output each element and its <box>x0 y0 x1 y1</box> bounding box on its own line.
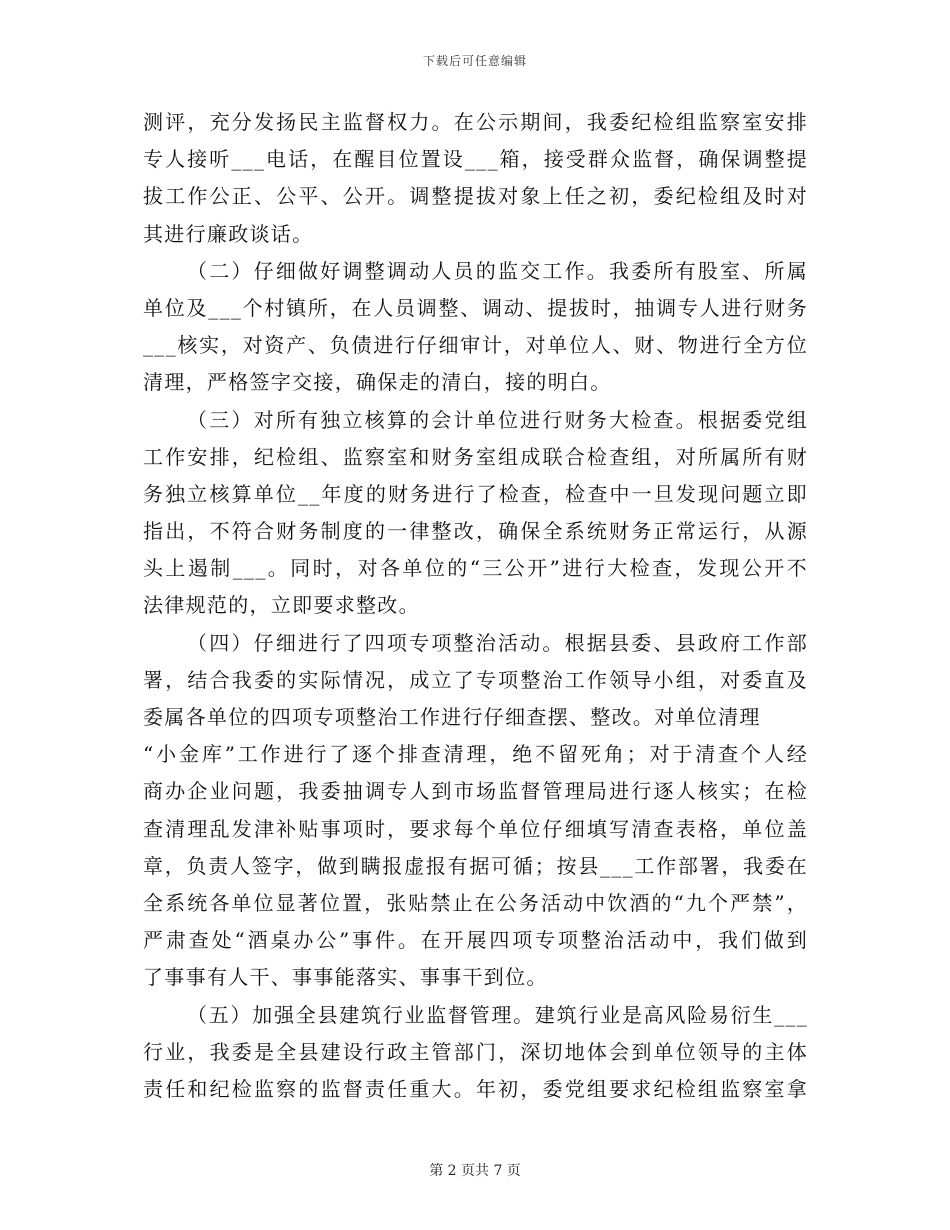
text-line: 章，负责人签字，做到瞒报虚报有据可循；按县___工作部署，我委在 <box>143 853 808 878</box>
text-line: 委属各单位的四项专项整治工作进行仔细查摆、整改。对单位清理 <box>143 705 761 729</box>
text-line: ___核实，对资产、负债进行仔细审计，对单位人、财、物进行全方位 <box>143 333 808 358</box>
text-line: （五）加强全县建筑行业监督管理。建筑行业是高风险易衍生___ <box>187 1002 808 1027</box>
text-line: 单位及___个村镇所，在人员调整、调动、提拔时，抽调专人进行财务 <box>143 295 808 320</box>
text-line: 商办企业问题，我委抽调专人到市场监督管理局进行逐人核实；在检 <box>143 779 808 804</box>
text-line: 严肃查处“酒桌办公”事件。在开展四项专项整治活动中，我们做到 <box>143 928 808 953</box>
text-line: 查清理乱发津补贴事项时，要求每个单位仔细填写清查表格，单位盖 <box>143 816 808 841</box>
document-body <box>143 104 808 1108</box>
text-line: （二）仔细做好调整调动人员的监交工作。我委所有股室、所属 <box>187 258 808 283</box>
text-line: 了事事有人干、事事能落实、事事干到位。 <box>143 965 548 990</box>
text-line: 工作安排，纪检组、监察室和财务室组成联合检查组，对所属所有财 <box>143 444 808 469</box>
text-line: 其进行廉政谈话。 <box>143 221 314 246</box>
page-header: 下载后可任意编辑 <box>422 54 527 68</box>
text-line: 署，结合我委的实际情况，成立了专项整治工作领导小组，对委直及 <box>143 667 808 692</box>
text-line: 拔工作公正、公平、公开。调整提拔对象上任之初，委纪检组及时对 <box>143 184 808 209</box>
text-line: （四）仔细进行了四项专项整治活动。根据县委、县政府工作部 <box>187 630 808 655</box>
text-line: 测评，充分发扬民主监督权力。在公示期间，我委纪检组监察室安排 <box>143 110 808 134</box>
text-line: 全系统各单位显著位置，张贴禁止在公务活动中饮酒的“九个严禁”， <box>143 890 808 915</box>
text-line: 务独立核算单位__年度的财务进行了检查，检查中一旦发现问题立即 <box>143 481 808 506</box>
text-line: 清理，严格签字交接，确保走的清白，接的明白。 <box>143 370 612 395</box>
text-line: “小金库”工作进行了逐个排查清理，绝不留死角；对于清查个人经 <box>143 742 808 767</box>
text-line: 法律规范的，立即要求整改。 <box>143 593 420 618</box>
page-number: 第 2 页共 7 页 <box>429 1163 521 1179</box>
text-line: 头上遏制___。同时，对各单位的“三公开”进行大检查，发现公开不 <box>143 556 808 581</box>
text-line: 指出，不符合财务制度的一律整改，确保全系统财务正常运行，从源 <box>143 519 808 544</box>
text-line: 专人接听___电话，在醒目位置设___箱，接受群众监督，确保调整提 <box>143 147 808 172</box>
text-line: （三）对所有独立核算的会计单位进行财务大检查。根据委党组 <box>187 407 808 432</box>
text-line: 行业，我委是全县建设行政主管部门，深切地体会到单位领导的主体 <box>143 1039 808 1064</box>
text-line: 责任和纪检监察的监督责任重大。年初，委党组要求纪检组监察室拿 <box>143 1076 808 1101</box>
